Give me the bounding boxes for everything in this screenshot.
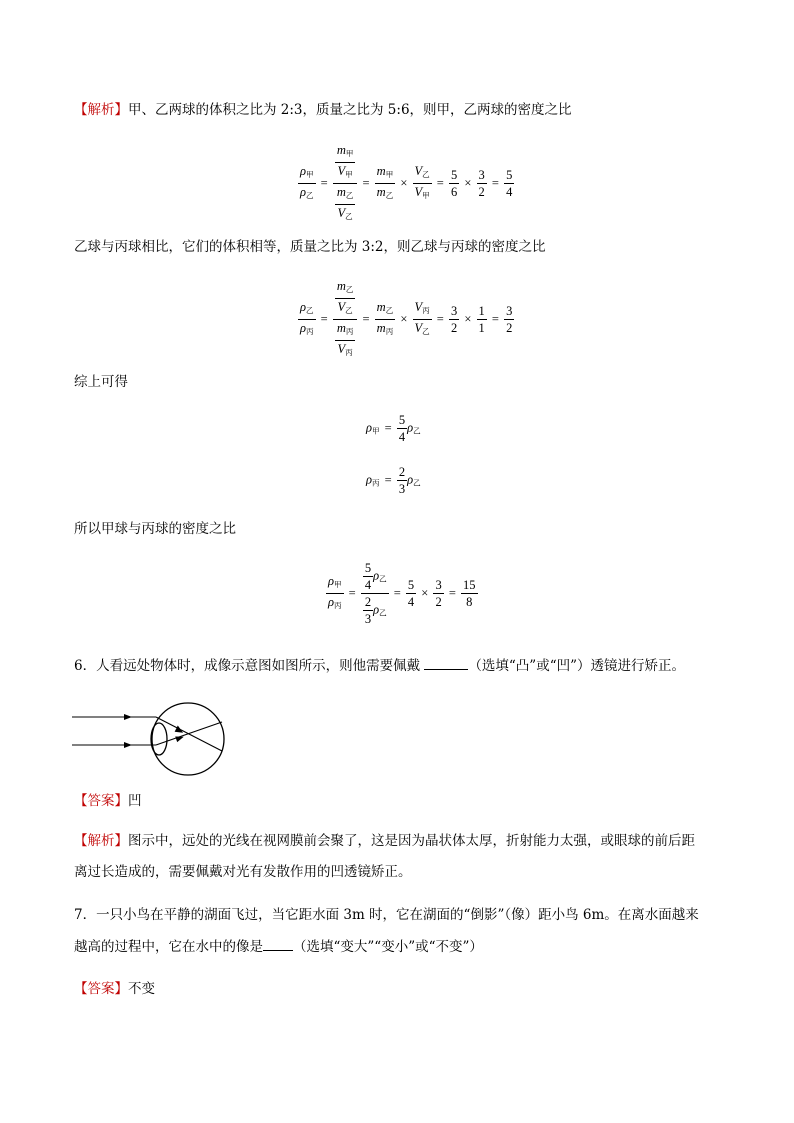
q5-analysis-line1 bbox=[74, 99, 572, 121]
formula-density-jia-bing: $\frac{\rho_甲}{\rho_丙}$ = $\frac{5}{4}$ $\rho_乙$ $\frac{2}{3}$ $\rho_乙$ = $\frac{5}{4}$ × $\frac{3}{2}$ = $\frac{15}{8}$ bbox=[328, 561, 476, 626]
formula-density-yi-bing: $\frac{\rho_乙}{\rho_丙}$ = $\frac{\frac{m_乙}{V_乙}}{\frac{m_丙}{V_丙}}$ = $\frac{m_乙}{m_丙}$ × $\frac{V_丙}{V_乙}$ = $\frac{3}{2}$ × $\frac{1}{1}$ = $\frac{3}{2}$ bbox=[300, 279, 513, 357]
formula-rho-jia: $\rho_甲$ = $\frac{5}{4}$ $\rho_乙$ bbox=[366, 413, 421, 444]
analysis-text: 甲、乙两球的体积之比为 2:3，质量之比为 5:6，则甲，乙两球的密度之比 bbox=[128, 102, 572, 118]
q7-question-line1: 7．一只小鸟在平静的湖面飞过，当它距水面 3m 时，它在湖面的“倒影”（像）距小鸟 6m。在离水面越来 bbox=[74, 907, 699, 923]
eyeball bbox=[152, 703, 224, 775]
q5-analysis-line3: 综上可得 bbox=[74, 374, 128, 390]
formula-rho-bing: $\rho_丙$ = $\frac{2}{3}$ $\rho_乙$ bbox=[366, 465, 421, 496]
arrow-icon bbox=[124, 742, 132, 748]
ratio-rho: $\frac{\rho_甲}{\rho_乙}$ bbox=[300, 164, 314, 200]
eye-diagram bbox=[72, 702, 232, 778]
answer-blank bbox=[424, 669, 468, 670]
answer-tag: 【答案】 bbox=[74, 981, 128, 997]
q6-analysis-line1: 【解析】图示中，远处的光线在视网膜前会聚了，这是因为晶状体太厚，折射能力太强，或眼球的前后距 bbox=[74, 833, 695, 849]
analysis-tag: 【解析】 bbox=[74, 833, 128, 849]
crystalline-lens bbox=[151, 723, 167, 755]
q6-analysis-line2: 离过长造成的，需要佩戴对光有发散作用的凹透镜矫正。 bbox=[74, 864, 412, 880]
q5-analysis-line2: 乙球与丙球相比，它们的体积相等，质量之比为 3:2，则乙球与丙球的密度之比 bbox=[74, 239, 546, 255]
q5-analysis-line4: 所以甲球与丙球的密度之比 bbox=[74, 521, 236, 537]
formula-density-jia-yi: $\frac{\rho_甲}{\rho_乙}$ = $\frac{\frac{m_甲}{V_甲}}{\frac{m_乙}{V_乙}}$ = $\frac{m_甲}{m_乙}$ × $\frac{V_乙}{V_甲}$ = $\frac{5}{6}$ × $\frac{3}{2}$ = $\frac{5}{4}$ bbox=[298, 142, 514, 225]
q6-answer: 【答案】凹 bbox=[74, 793, 142, 809]
q6-question: 6．人看远处物体时，成像示意图如图所示，则他需要佩戴 （选填“凸”或“凹”）透镜进行矫正。 bbox=[74, 658, 685, 674]
answer-tag: 【答案】 bbox=[74, 793, 128, 809]
answer-blank bbox=[263, 950, 293, 951]
q7-answer: 【答案】不变 bbox=[74, 981, 155, 997]
compound-fraction: $\frac{\frac{m_甲}{V_甲}}{\frac{m_乙}{V_乙}}$ bbox=[333, 142, 358, 225]
arrow-icon bbox=[124, 714, 132, 720]
q7-question-line2: 越高的过程中，它在水中的像是 （选填“变大”“变小”或“不变”） bbox=[74, 939, 483, 955]
analysis-tag: 【解析】 bbox=[74, 102, 128, 118]
